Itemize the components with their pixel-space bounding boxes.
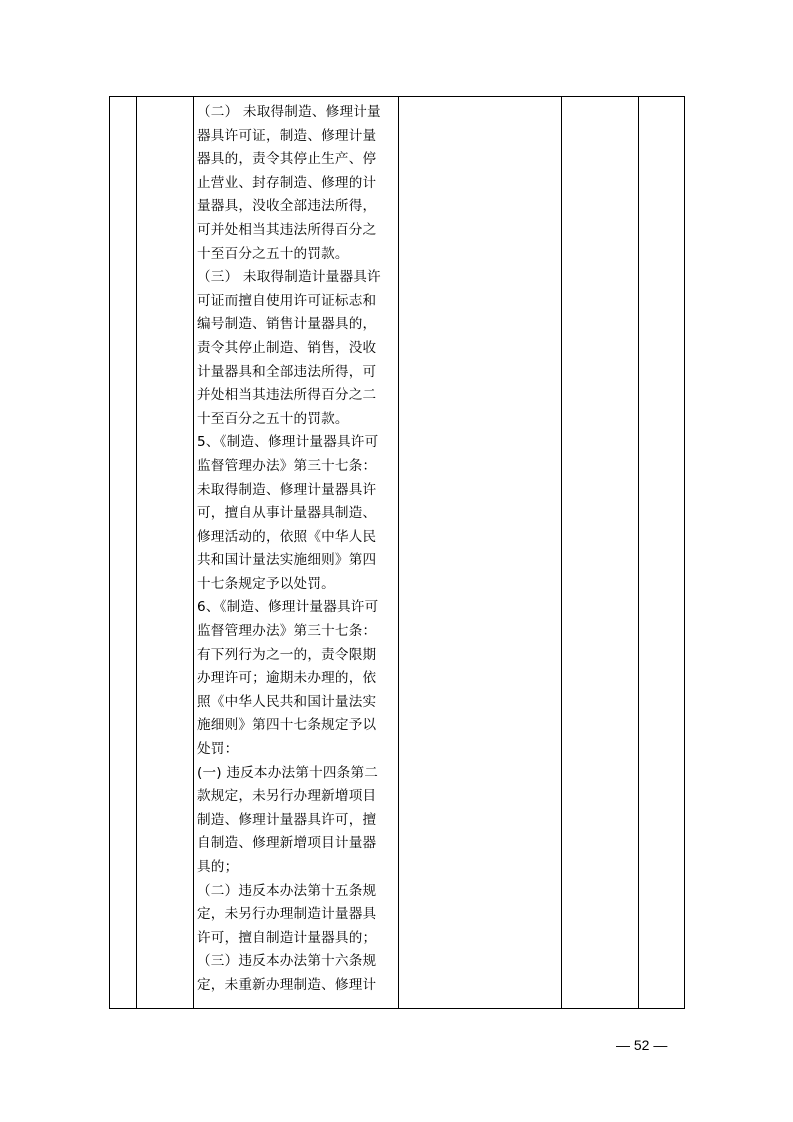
content-line: 共和国计量法实施细则》第四 <box>197 552 377 569</box>
column-divider-4 <box>561 97 562 1008</box>
content-line: 编号制造、销售计量器具的， <box>197 316 377 333</box>
content-line: 可并处相当其违法所得百分之 <box>197 221 377 238</box>
content-line: 自制造、修理新增项目计量器 <box>197 835 377 852</box>
content-line: 计量器具和全部违法所得，可 <box>197 363 377 380</box>
content-line: （二） 未取得制造、修理计量 <box>197 104 381 120</box>
content-line: 具的； <box>197 859 239 875</box>
content-line: （三） 未取得制造计量器具许 <box>197 269 381 286</box>
content-line: （三）违反本办法第十六条规 <box>197 953 377 970</box>
content-line: 制造、修理计量器具许可，擅 <box>197 811 377 828</box>
content-line: （二）违反本办法第十五条规 <box>197 882 377 899</box>
content-line: 十至百分之五十的罚款。 <box>197 410 349 427</box>
content-line: 监督管理办法》第三十七条： <box>197 623 377 640</box>
content-line: 并处相当其违法所得百分之二 <box>197 387 377 404</box>
content-line: 定，未另行办理制造计量器具 <box>197 906 377 923</box>
content-line: 十七条规定予以处罚。 <box>197 575 335 592</box>
content-line: 可，擅自从事计量器具制造、 <box>197 505 377 522</box>
column-divider-1 <box>136 97 137 1008</box>
content-line: 未取得制造、修理计量器具许 <box>197 481 377 498</box>
content-line: 修理活动的，依照《中华人民 <box>197 528 377 545</box>
content-line: (一) 违反本办法第十四条第二 <box>197 764 379 781</box>
content-line: 十至百分之五十的罚款。 <box>197 245 349 262</box>
content-line: 器具的，责令其停止生产、停 <box>197 151 377 168</box>
column-divider-5 <box>638 97 639 1008</box>
content-line: 施细则》第四十七条规定予以 <box>197 717 377 734</box>
content-line: 款规定，未另行办理新增项目 <box>197 788 377 805</box>
content-line: 处罚： <box>197 741 239 758</box>
content-line: 量器具，没收全部违法所得， <box>197 198 377 215</box>
content-line: 许可，擅自制造计量器具的； <box>197 929 377 946</box>
content-line: 有下列行为之一的，责令限期 <box>197 646 377 663</box>
regulation-table <box>109 96 685 1009</box>
content-line: 责令其停止制造、销售，没收 <box>197 339 377 356</box>
content-line: 止营业、封存制造、修理的计 <box>197 174 377 191</box>
content-line: 监督管理办法》第三十七条： <box>197 457 377 474</box>
content-line: 办理许可；逾期未办理的，依 <box>197 670 377 687</box>
legal-basis-cell <box>197 101 401 998</box>
content-line: 可证而擅自使用许可证标志和 <box>197 292 377 309</box>
column-divider-2 <box>193 97 194 1008</box>
content-line: 6、《制造、修理计量器具许可 <box>197 599 379 616</box>
content-line: 器具许可证，制造、修理计量 <box>197 127 377 144</box>
page-number: — 52 — <box>616 1037 668 1053</box>
content-line: 定，未重新办理制造、修理计 <box>197 976 377 993</box>
content-line: 照《中华人民共和国计量法实 <box>197 693 377 710</box>
content-line: 5、《制造、修理计量器具许可 <box>197 434 379 451</box>
